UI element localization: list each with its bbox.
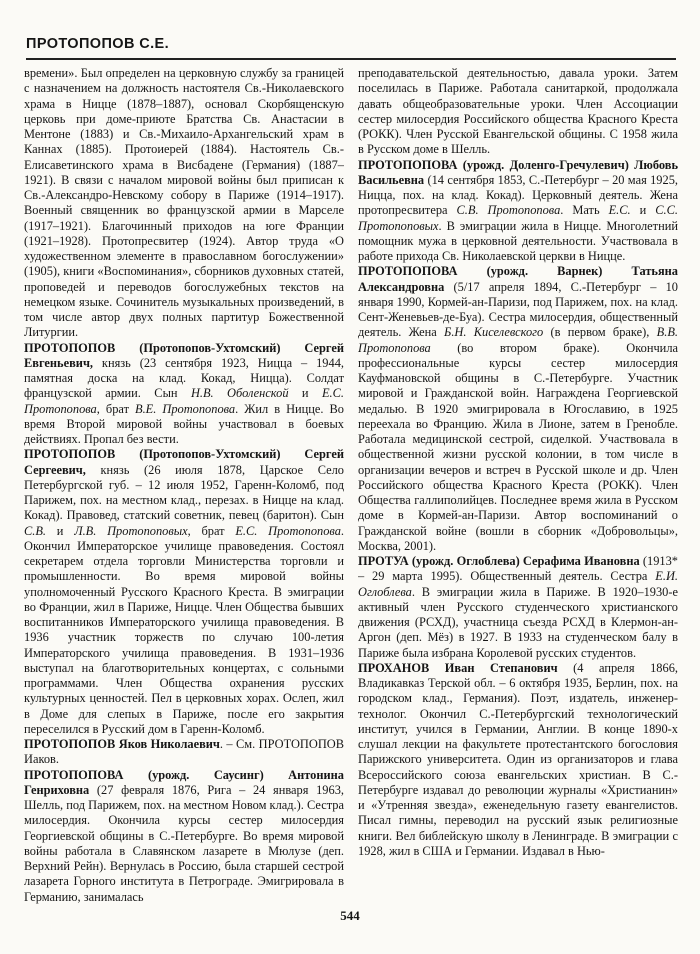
entry-xref: Е.С. Протопопова: [24, 386, 344, 416]
continued-text: времени». Был определен на церковную службу за границей с назначением на должность настоятеля Св.-Николаевского храма в Ницце (1878–1887), основал Скорбященскую церковь при доме-приюте Братства Св. Анастасии в Ментоне (1883) и Св.-Михаило-Архангельский храм в Каннах (1885). Протоиерей (1884). Настоятель Св.-Елисаветинского храма в Висбадене (Германия) (1887–1921). В связи с началом мировой войны был приписан к Св.-Александро-Невскому собору в Париже (1914–1917). Военный священник во французской армии в Марселе (1917–1921). Благочинный приходов на юге Франции (1921–1928). Протопресвитер (1924). Автор труда «О художественном элементе в православном богослужении» (1905), книги «Воспоминания», сборников духовных статей, проповедей и переводов богослужебных текстов на немецком языке. Сочинитель музыкальных произведений, в том числе автор двух полных партитур Божественной Литургии.: [24, 66, 344, 340]
entry-text: , брат: [187, 523, 236, 538]
entry-text: (5/17 апреля 1894, С.-Петербург – 10 января 1990, Кормей-ан-Паризи, под Парижем, пох. на клад. Сент-Женевьев-де-Буа). Сестра милосердия, общественный деятель. Жена: [358, 279, 678, 340]
entry-text: . Мать: [560, 203, 609, 218]
running-header: ПРОТОПОПОВ С.Е.: [26, 36, 170, 52]
entry-protopopov-sergey-sergeevich: [24, 447, 344, 737]
entry-protopopova-lyubov: [358, 158, 678, 265]
entry-prokhanov-ivan: [358, 661, 678, 859]
entry-protopopova-antonina: [24, 768, 344, 905]
entry-text: (1913* – 29 марта 1995). Общественный деятель. Сестра: [358, 554, 678, 584]
entry-text: . – См. ПРОТОПОПОВ Иаков.: [24, 737, 344, 767]
entry-text: , брат: [96, 401, 136, 416]
entry-xref: В.Е. Протопопова: [135, 401, 236, 416]
entry-text: (4 апреля 1866, Владикавказ Терской обл. – 6 октября 1935, Берлин, пох. на городском клад., Германия). Поэт, издатель, инженер-технолог. Окончил С.-Петербургский технологический институт, учился в Германии, Англии. В конце 1890-х слушал лекции на факультете протестантского богословия Парижского университета. Один из организаторов и глава Всероссийского союза евангельских христиан. В С.-Петербурге издавал до революции журналы «Христианин» и «Утренняя звезда», еженедельную газету евангелистов. Писал гимны, переводил на русский язык религиозные книги. Вел библейскую школу в Ленинграде. В эмиграции с 1928, жил в США и Германии. Издавал в Нью-: [358, 660, 678, 858]
entry-text: . Окончил Императорское училище правоведения. Состоял секретарем отдела торговли Министерства торговли и промышленности. Во время мировой войны уполномоченный Русского Красного Креста. В эмиграции во Франции, жил в Париже, Ницце. Член Общества бывших воспитанников Императорского училища правоведения. В 1936 участник торжеств по случаю 100-летия Императорского училища правоведения. В 1931–1936 выступал на благотворительных концертах, с сольными программами. Член Общества охранения русских культурных ценностей. Пел в церковных хорах. Ослеп, жил в Доме для слепых в Париже, после его закрытия переселился в Русский дом в Гаренн-Коломб.: [24, 523, 344, 736]
entry-xref: Н.В. Оболенской: [190, 386, 289, 401]
entry-text: (в первом браке),: [543, 325, 657, 340]
entry-headword: ПРОТОПОПОВ Яков Николаевич: [24, 737, 220, 751]
entry-xref: Е.С. Протопопова: [235, 523, 341, 538]
continued-text: преподавательской деятельностью, давала уроки. Затем поселилась в Париже. Работала санитаркой, продолжала давать общеобразовательные уроки. Член Ассоциации сестер милосердия Российского общества Красного Креста (РОКК). Член Русской Евангельской общины. С 1958 жила в Русском доме в Шелль.: [358, 66, 678, 157]
entry-text: . Жил в Ницце. Во время Второй мировой войны участвовал в боевых действиях. Пропал без вести.: [24, 401, 344, 446]
page-number: 544: [340, 908, 360, 923]
entry-protua-serafima: [358, 554, 678, 661]
left-column: [24, 66, 344, 904]
entry-text: и: [46, 523, 75, 538]
header-rule: [26, 58, 676, 60]
entry-headword: ПРОХАНОВ Иван Степанович: [358, 660, 558, 675]
right-column: [358, 66, 678, 904]
entry-text: князь (23 сентября 1923, Ницца – 1944, памятная доска на клад. Кокад, Ницца). Солдат французской армии. Сын: [24, 355, 344, 401]
entry-xref: С.С. Протопоповых: [358, 203, 678, 233]
entry-headword: ПРОТОПОПОВ (Протопопов-Ухтомский) Сергей Сергеевич,: [24, 447, 344, 477]
entry-xref: Л.В. Протопоповых: [74, 523, 188, 538]
entry-headword: ПРОТОПОПОВ (Протопопов-Ухтомский) Сергей Евгеньевич,: [24, 340, 344, 370]
entry-xref: Е.И. Оглоблева: [358, 569, 678, 599]
entry-text: князь (26 июля 1878, Царское Село Петербургской губ. – 12 июля 1952, Гаренн-Коломб, под Парижем, пох. на местном клад., перезах. в Ницце на клад. Кокад). Правовед, статский советник, певец (баритон). Сын: [24, 462, 344, 523]
entry-xref: С.В. Протопопова: [456, 203, 561, 218]
entry-text: (14 сентября 1853, С.-Петербург – 20 мая 1925, Ницца, пох. на клад. Кокад). Церковный деятель. Жена протопресвитера: [358, 172, 678, 218]
entry-headword: ПРОТОПОПОВА (урожд. Саусинг) Антонина Генриховна: [24, 767, 344, 797]
entry-xref: С.В.: [24, 523, 47, 538]
entry-headword: ПРОТУА (урожд. Оглоблева) Серафима Ивановна: [358, 554, 640, 568]
entry-xref: Е.С.: [608, 203, 631, 218]
entry-xref: Б.Н. Киселевского: [444, 325, 544, 340]
entry-text: . В эмиграции жила в Ницце. Многолетний помощник мужа в церковной деятельности. Участвовала в работе прихода Св. Николаевской церкви в Ницце.: [358, 218, 678, 263]
entry-text: (27 февраля 1876, Рига – 24 января 1963, Шелль, под Парижем, пох. на местном Новом клад.). Сестра милосердия. Окончила курсы сестер милосердия Георгиевской общины в С.-Петербурге. Во время мировой войны работала в Славянском лазарете в Мюлузе (деп. Верхний Рейн). Вернулась в Россию, была старшей сестрой лазарета Горного института в Петрограде. Эмигрировала в Германию, занималась: [24, 782, 344, 904]
entry-protopopov-yakov: [24, 737, 344, 768]
entry-text: . В эмиграции жила в Париже. В 1920–1930-е активный член Русского студенческого христианского движения (РСХД), участница съезда РСХД в Клермон-ан-Аргон (деп. Мёз) в 1927. В 1933 на студенческом балу в Париже была избрана Королевой русских студентов.: [358, 584, 678, 660]
entry-headword: ПРОТОПОПОВА (урожд. Варнек) Татьяна Александровна: [358, 264, 678, 294]
entry-text: и: [630, 203, 656, 218]
entry-headword: ПРОТОПОПОВА (урожд. Доленго-Гречулевич) Любовь Васильевна: [358, 157, 678, 187]
entry-protopopov-sergey-evgenievich: [24, 341, 344, 448]
entry-text: и: [288, 386, 322, 401]
entry-xref: В.В. Протопопова: [358, 325, 678, 355]
entry-text: (во втором браке). Окончила профессиональные курсы сестер милосердия Кауфмановской общины в С.-Петербурге. Участник мировой и Гражданской войн. Награждена Георгиевской медалью. В 1920 эмигрировала в Югославию, в 1925 переехала во Францию. Жила в Лионе, затем в Гренобле. Работала медицинской сестрой, сиделкой. Участвовала в общественной жизни русской колонии, в том числе в организации вечеров и встреч в Русской школе и др. Член Российского общества Красного Креста (РОКК). Член Общества галлиполийцев. Последнее время жила в Русском доме в Кормей-ан-Паризи. Автор воспоминаний о Гражданской войне (вошли в сборник «Добровольцы», Москва, 2001).: [358, 340, 678, 553]
entry-protopopova-tatyana: [358, 264, 678, 554]
